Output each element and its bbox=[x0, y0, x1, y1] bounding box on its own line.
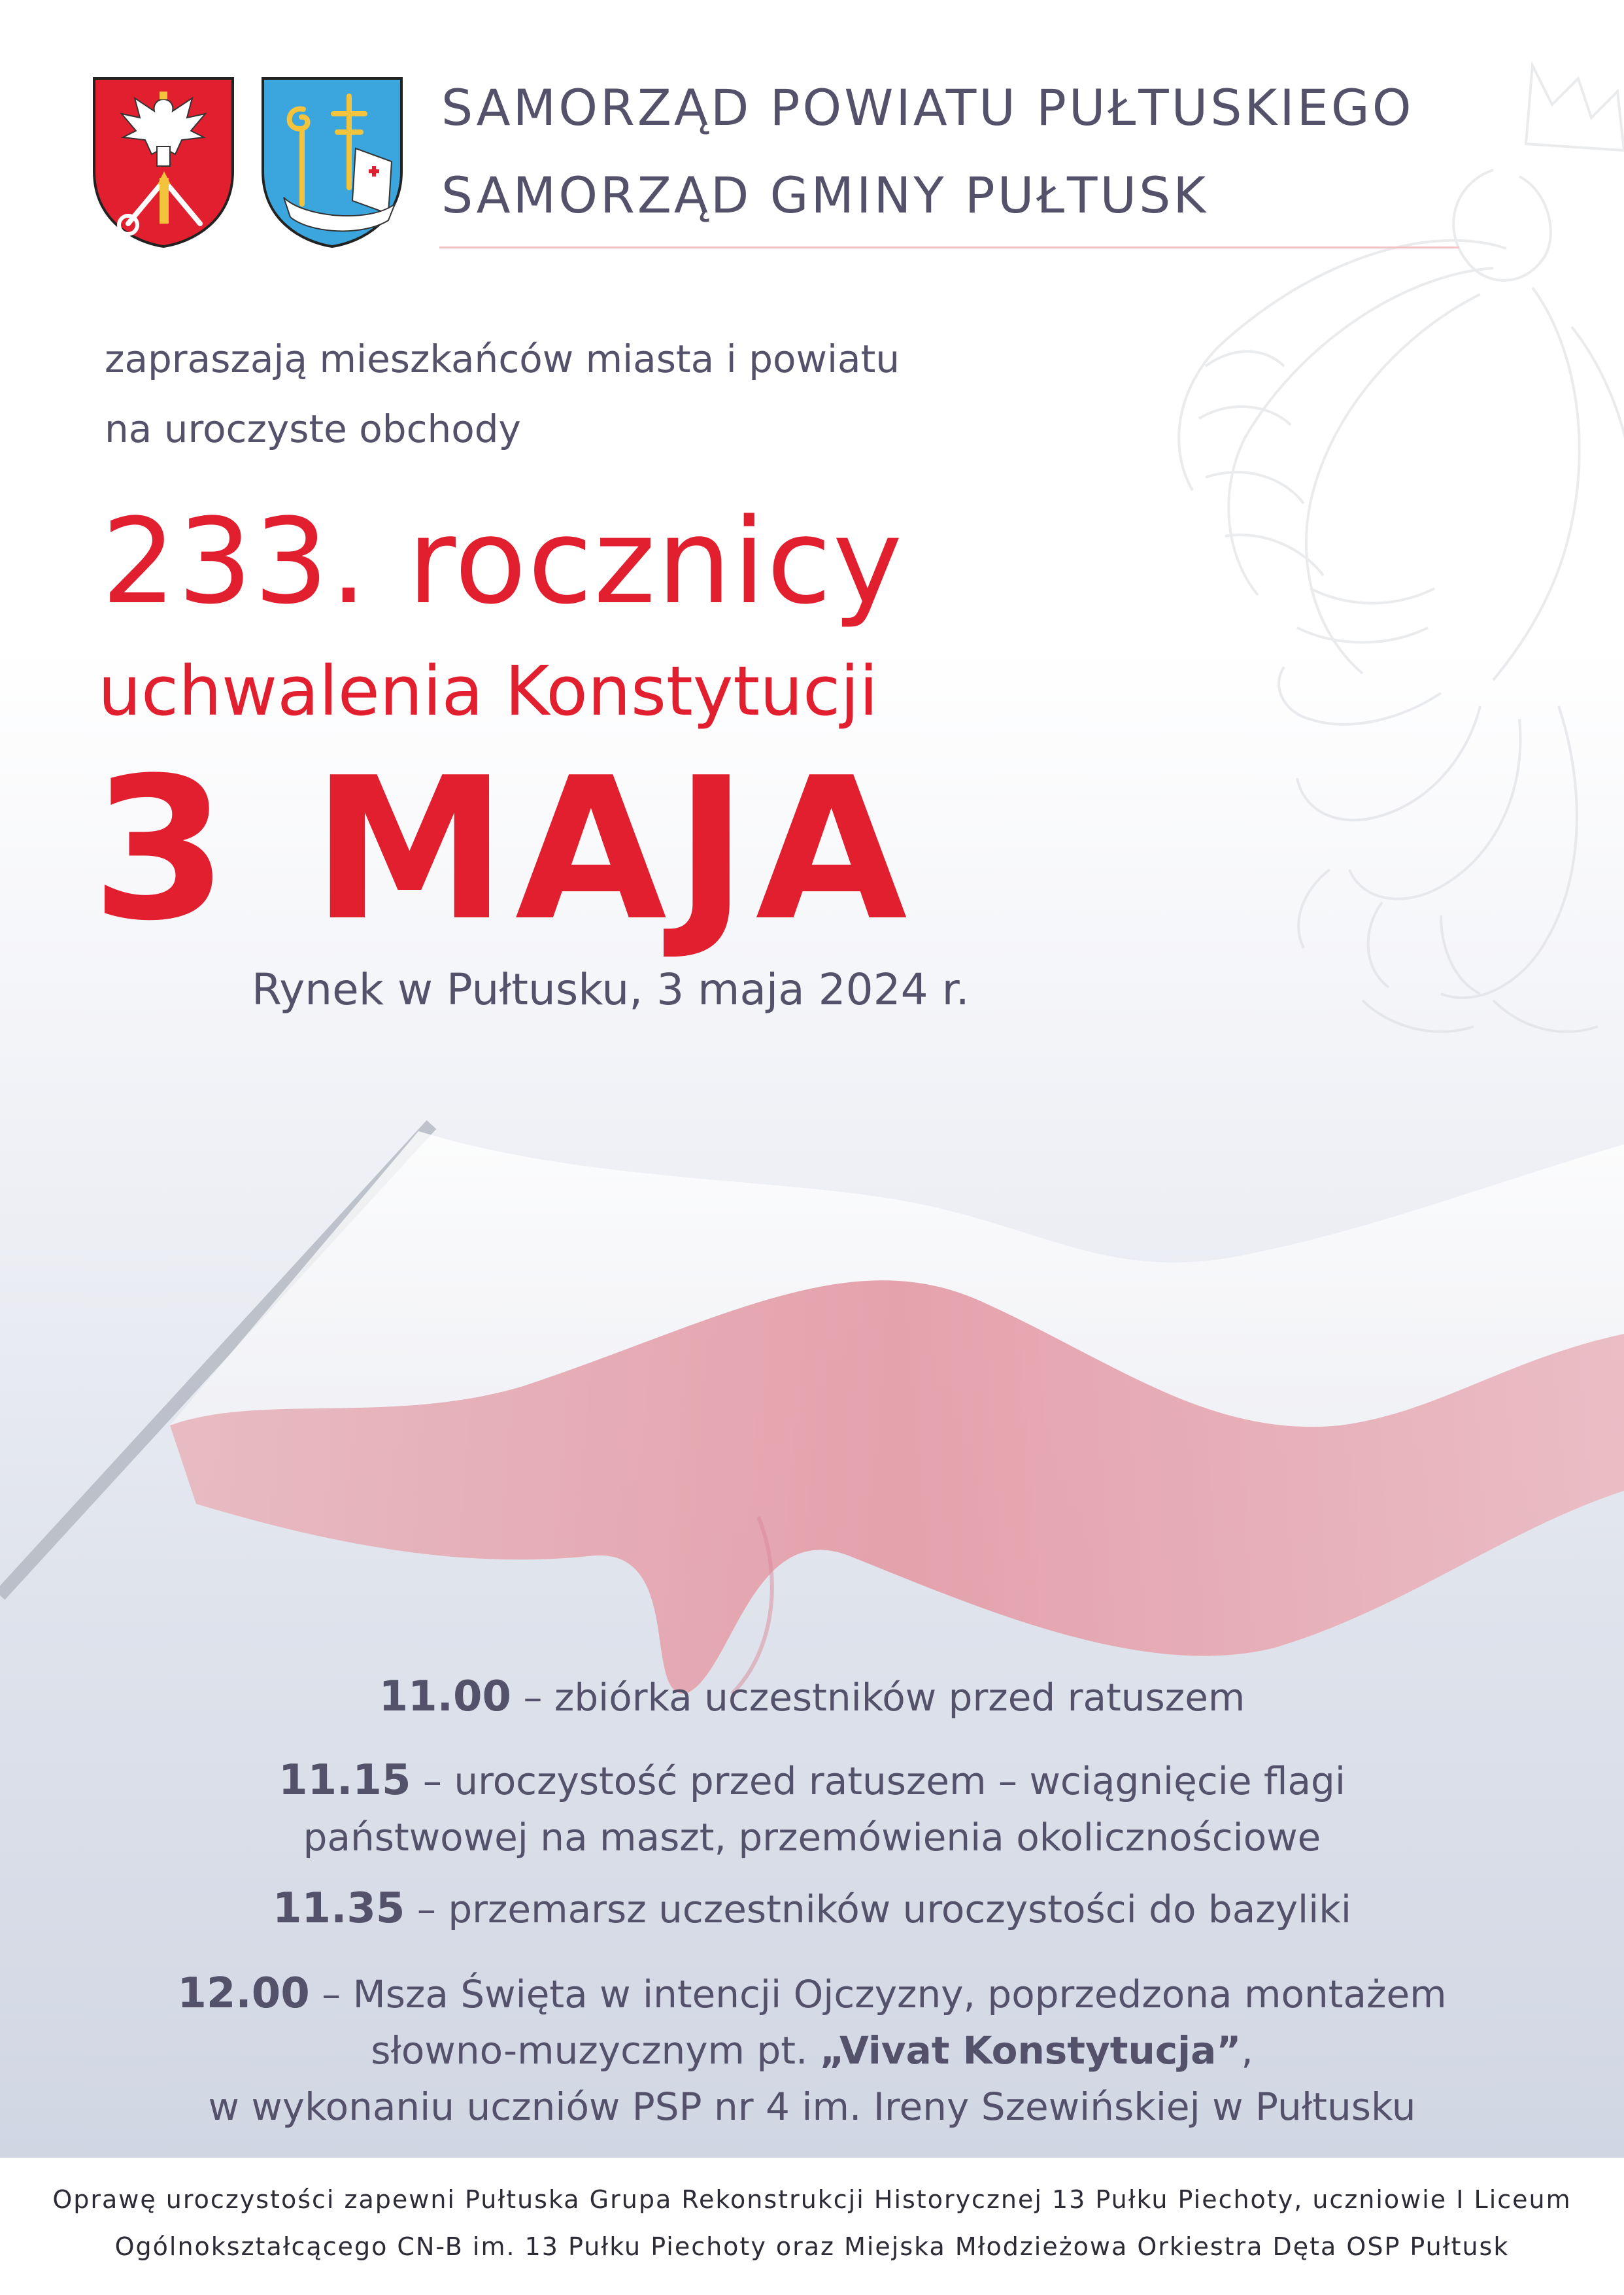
schedule-time: 11.00 bbox=[379, 1673, 512, 1721]
schedule-time: 11.35 bbox=[273, 1884, 405, 1933]
schedule-item bbox=[0, 1965, 1624, 2135]
schedule-time: 12.00 bbox=[177, 1969, 310, 2018]
gmina-coat-of-arms-icon bbox=[258, 73, 407, 250]
schedule-text-continued: państwowej na maszt, przemówienia okolicznościowe bbox=[303, 1815, 1321, 1860]
footer-line-2: Ogólnokształcącego CN-B im. 13 Pułku Piechoty oraz Miejska Młodzieżowa Orkiestra Dęta OSP Pułtusk bbox=[114, 2232, 1510, 2261]
schedule-time: 11.15 bbox=[279, 1756, 411, 1805]
footer bbox=[0, 2158, 1624, 2295]
place-and-date: Rynek w Pułtusku, 3 maja 2024 r. bbox=[252, 964, 970, 1015]
organizer-line-2: SAMORZĄD GMINY PUŁTUSK bbox=[441, 166, 1209, 224]
schedule-item bbox=[0, 1752, 1624, 1865]
schedule-text-continued: w wykonaniu uczniów PSP nr 4 im. Ireny Szewińskiej w Pułtusku bbox=[208, 2084, 1416, 2129]
schedule-text: – przemarsz uczestników uroczystości do bazyliki bbox=[405, 1887, 1351, 1931]
program-title: „Vivat Konstytucja” bbox=[819, 2028, 1242, 2073]
schedule-text: – uroczystość przed ratuszem – wciągnięcie flagi bbox=[411, 1759, 1345, 1803]
anniversary-subtitle: uchwalenia Konstytucji bbox=[98, 651, 879, 731]
schedule-item bbox=[0, 1669, 1624, 1726]
footer-line-1: Oprawę uroczystości zapewni Pułtuska Grupa Rekonstrukcji Historycznej 13 Pułku Piechoty, uczniowie I Liceum bbox=[52, 2185, 1572, 2214]
schedule-text: – zbiórka uczestników przed ratuszem bbox=[511, 1675, 1245, 1720]
main-title: 3 MAJA bbox=[92, 736, 915, 964]
schedule-text: – Msza Święta w intencji Ojczyzny, poprzedzona montażem bbox=[309, 1972, 1447, 2016]
polish-flag-image bbox=[0, 1085, 1624, 1707]
schedule-text-continued: słowno-muzycznym pt. bbox=[371, 2028, 820, 2073]
header-divider bbox=[439, 246, 1459, 248]
white-eagle-watermark-icon bbox=[1166, 52, 1624, 1164]
organizer-line-1: SAMORZĄD POWIATU PUŁTUSKIEGO bbox=[441, 78, 1414, 137]
invitation-line-2: na uroczyste obchody bbox=[105, 407, 521, 451]
anniversary-title: 233. rocznicy bbox=[101, 494, 904, 630]
powiat-coat-of-arms-icon bbox=[89, 73, 238, 250]
invitation-line-1: zapraszają mieszkańców miasta i powiatu bbox=[105, 337, 900, 381]
schedule-item bbox=[0, 1880, 1624, 1937]
schedule-punctuation: , bbox=[1241, 2028, 1253, 2073]
